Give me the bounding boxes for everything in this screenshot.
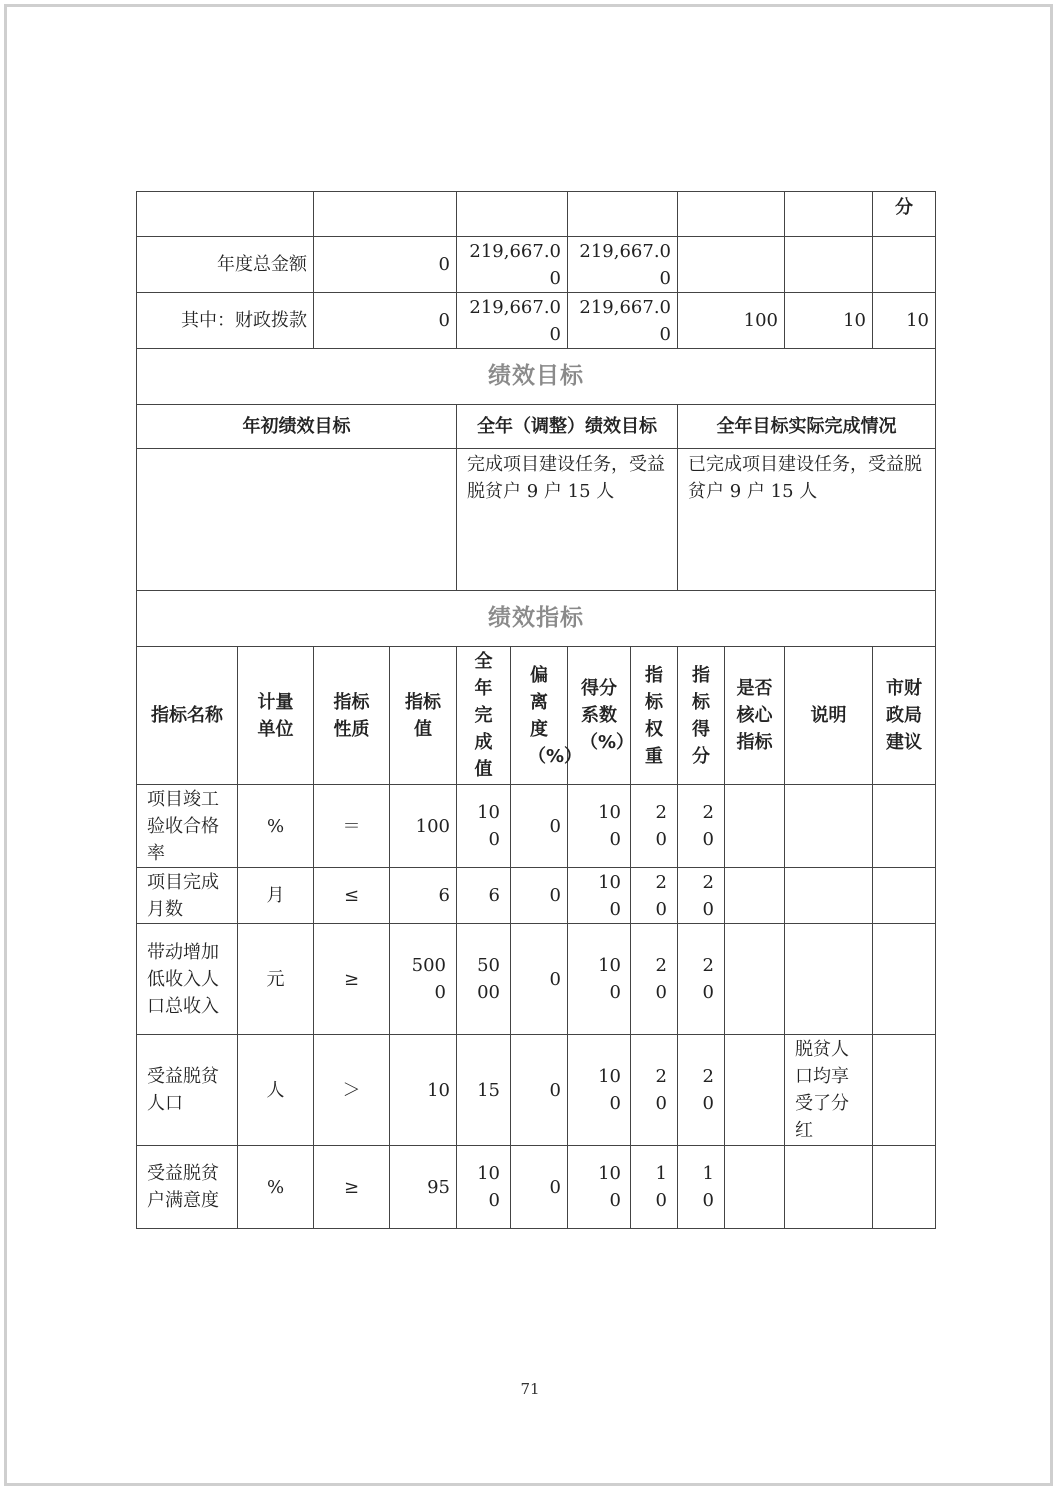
indicator-deviation: 0 [511,1035,568,1146]
indicator-core [725,1146,785,1229]
indicator-name: 项目完成月数 [137,868,238,924]
indicator-actual: 100 [457,785,511,868]
header-indicator-name: 指标名称 [137,647,238,785]
header-note: 说明 [785,647,873,785]
indicator-core [725,1035,785,1146]
indicator-weight: 20 [631,785,678,868]
header-actual: 全年完成值 [457,647,511,785]
budget-header-row [137,192,936,237]
budget-initial: 0 [314,293,457,349]
header-coef: 得分系数（%） [568,647,631,785]
header-core: 是否核心指标 [725,647,785,785]
indicators-title-row [137,591,936,647]
indicator-advice [873,1035,936,1146]
indicator-row [137,1035,936,1146]
indicator-coef: 100 [568,868,631,924]
header-unit: 计量单位 [238,647,314,785]
indicators-header-row [137,647,936,785]
indicator-note [785,1146,873,1229]
indicator-weight: 10 [631,1146,678,1229]
header-nature: 指标性质 [314,647,390,785]
budget-weight [785,237,873,293]
budget-adjusted: 219,667.00 [457,237,568,293]
goals-col-initial: 年初绩效目标 [137,405,457,449]
budget-executed: 219,667.00 [568,237,678,293]
indicator-score: 20 [678,1035,725,1146]
indicator-name: 受益脱贫户满意度 [137,1146,238,1229]
indicator-score: 20 [678,785,725,868]
indicator-unit: 人 [238,1035,314,1146]
budget-rate: 100 [678,293,785,349]
indicator-score: 20 [678,868,725,924]
budget-header-cell [568,192,678,237]
indicator-deviation: 0 [511,785,568,868]
budget-weight: 10 [785,293,873,349]
indicator-note [785,868,873,924]
budget-label: 其中：财政拨款 [137,293,314,349]
indicator-target: 5000 [390,924,457,1035]
indicator-coef: 100 [568,1035,631,1146]
indicator-actual: 15 [457,1035,511,1146]
indicator-advice [873,868,936,924]
indicator-core [725,785,785,868]
indicator-weight: 20 [631,1035,678,1146]
indicator-score: 20 [678,924,725,1035]
indicator-deviation: 0 [511,1146,568,1229]
header-score: 指标得分 [678,647,725,785]
indicator-nature: ≥ [314,1146,390,1229]
indicator-deviation: 0 [511,868,568,924]
goals-col-adjusted: 全年（调整）绩效目标 [457,405,678,449]
page-number: 71 [520,1380,540,1398]
header-advice: 市财政局建议 [873,647,936,785]
indicator-unit: % [238,1146,314,1229]
indicator-target: 10 [390,1035,457,1146]
budget-header-cell [785,192,873,237]
budget-score: 10 [873,293,936,349]
budget-rate [678,237,785,293]
budget-row [137,293,936,349]
indicator-actual: 5000 [457,924,511,1035]
header-deviation: 偏离度（%） [511,647,568,785]
indicator-note [785,785,873,868]
goals-actual-text: 已完成项目建设任务，受益脱贫户 9 户 15 人 [678,449,936,591]
goals-header-row [137,405,936,449]
indicator-advice [873,924,936,1035]
budget-score [873,237,936,293]
indicator-unit: 元 [238,924,314,1035]
indicator-advice [873,1146,936,1229]
budget-label: 年度总金额 [137,237,314,293]
indicator-nature: ＞ [314,1035,390,1146]
budget-header-cell [678,192,785,237]
header-target: 指标值 [390,647,457,785]
budget-executed: 219,667.00 [568,293,678,349]
budget-header-cell [137,192,314,237]
indicator-name: 带动增加低收入人口总收入 [137,924,238,1035]
indicator-weight: 20 [631,868,678,924]
goals-col-actual: 全年目标实际完成情况 [678,405,936,449]
indicator-nature: ＝ [314,785,390,868]
budget-adjusted: 219,667.00 [457,293,568,349]
indicator-nature: ≤ [314,868,390,924]
indicator-coef: 100 [568,1146,631,1229]
indicator-nature: ≥ [314,924,390,1035]
goals-adjusted-text: 完成项目建设任务，受益脱贫户 9 户 15 人 [457,449,678,591]
indicator-row [137,785,936,868]
indicator-deviation: 0 [511,924,568,1035]
indicator-target: 95 [390,1146,457,1229]
indicator-note [785,924,873,1035]
indicator-row [137,1146,936,1229]
indicator-actual: 6 [457,868,511,924]
budget-header-cell [457,192,568,237]
indicator-name: 项目竣工验收合格率 [137,785,238,868]
budget-header-cell [314,192,457,237]
budget-initial: 0 [314,237,457,293]
indicator-row [137,868,936,924]
budget-row [137,237,936,293]
indicator-coef: 100 [568,785,631,868]
indicator-target: 100 [390,785,457,868]
header-weight: 指标权重 [631,647,678,785]
indicator-row [137,924,936,1035]
indicator-advice [873,785,936,868]
indicator-actual: 100 [457,1146,511,1229]
indicator-name: 受益脱贫人口 [137,1035,238,1146]
performance-table [136,191,936,1229]
budget-header-score: 分 [873,192,936,237]
goals-content-row [137,449,936,591]
goals-section-title: 绩效目标 [137,349,936,405]
indicator-weight: 20 [631,924,678,1035]
indicator-target: 6 [390,868,457,924]
indicator-note: 脱贫人口均享受了分红 [785,1035,873,1146]
indicators-section-title: 绩效指标 [137,591,936,647]
indicator-coef: 100 [568,924,631,1035]
goals-initial-text [137,449,457,591]
indicator-unit: % [238,785,314,868]
goals-title-row [137,349,936,405]
indicator-core [725,924,785,1035]
indicator-score: 10 [678,1146,725,1229]
indicator-unit: 月 [238,868,314,924]
indicator-core [725,868,785,924]
